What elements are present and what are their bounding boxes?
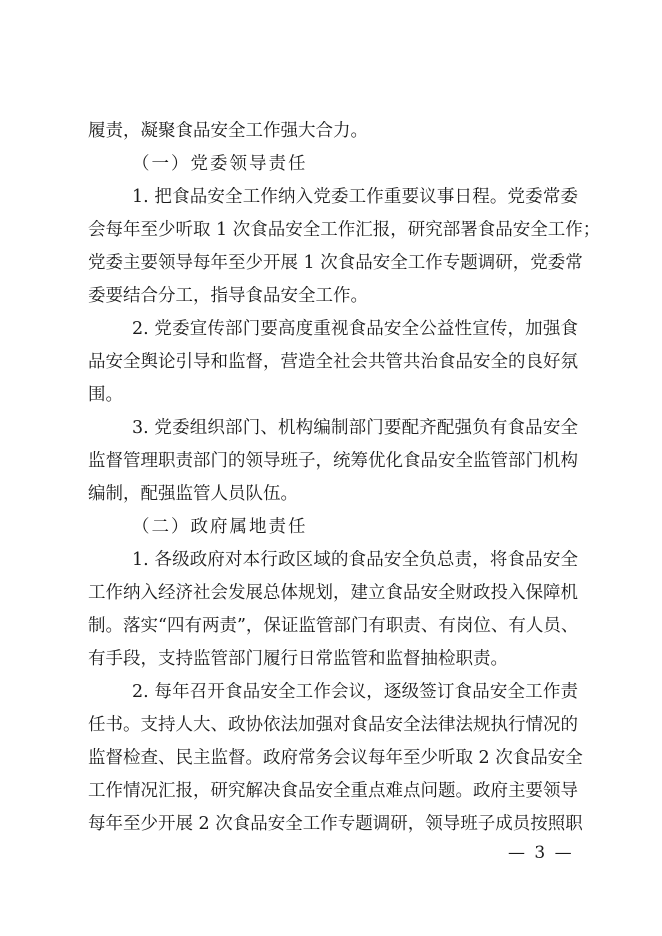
text-line: 工作情况汇报，研究解决食品安全重点难点问题。政府主要领导 [88, 781, 578, 801]
paragraph [88, 116, 578, 149]
text-line: 围。 [88, 385, 123, 405]
text-line: 编制，配强监管人员队伍。 [88, 484, 298, 504]
paragraph [88, 182, 601, 314]
text-line: 履责，凝聚食品安全工作强大合力。 [88, 121, 368, 141]
text-line: 制。落实“四有两责”，保证监管部门有职责、有岗位、有人员、 [88, 616, 579, 636]
text-line: （一）党委领导责任 [132, 154, 308, 174]
text-line: 党委主要领导每年至少开展 1 次食品安全工作专题调研，党委常 [88, 253, 583, 273]
paragraph [88, 413, 578, 512]
text-line: 工作纳入经济社会发展总体规划，建立食品安全财政投入保障机 [88, 583, 578, 603]
paragraph [88, 677, 583, 842]
section-heading [88, 149, 578, 182]
document-body [88, 116, 601, 842]
text-line: 2. 每年召开食品安全工作会议，逐级签订食品安全工作责 [132, 682, 578, 702]
text-line: 监督管理职责部门的领导班子，统筹优化食品安全监管部门机构 [88, 451, 578, 471]
section-heading [88, 512, 578, 545]
text-line: 1. 各级政府对本行政区域的食品安全负总责，将食品安全 [132, 550, 578, 570]
text-line: 2. 党委宣传部门要高度重视食品安全公益性宣传，加强食 [132, 319, 578, 339]
text-line: 3. 党委组织部门、机构编制部门要配齐配强负有食品安全 [132, 418, 578, 438]
page-number: — 3 — [508, 843, 574, 863]
text-line: 品安全舆论引导和监督，营造全社会共管共治食品安全的良好氛 [88, 352, 578, 372]
text-line: 有手段，支持监管部门履行日常监管和监督抽检职责。 [88, 649, 508, 669]
text-line: 会每年至少听取 1 次食品安全工作汇报，研究部署食品安全工作； [88, 220, 601, 240]
text-line: 1. 把食品安全工作纳入党委工作重要议事日程。党委常委 [132, 187, 578, 207]
paragraph [88, 545, 578, 677]
text-line: 任书。支持人大、政协依法加强对食品安全法律法规执行情况的 [88, 715, 578, 735]
text-line: 每年至少开展 2 次食品安全工作专题调研，领导班子成员按照职 [88, 814, 583, 834]
text-line: 委要结合分工，指导食品安全工作。 [88, 286, 368, 306]
text-line: 监督检查、民主监督。政府常务会议每年至少听取 2 次食品安全 [88, 748, 583, 768]
paragraph [88, 314, 578, 413]
text-line: （二）政府属地责任 [132, 517, 308, 537]
